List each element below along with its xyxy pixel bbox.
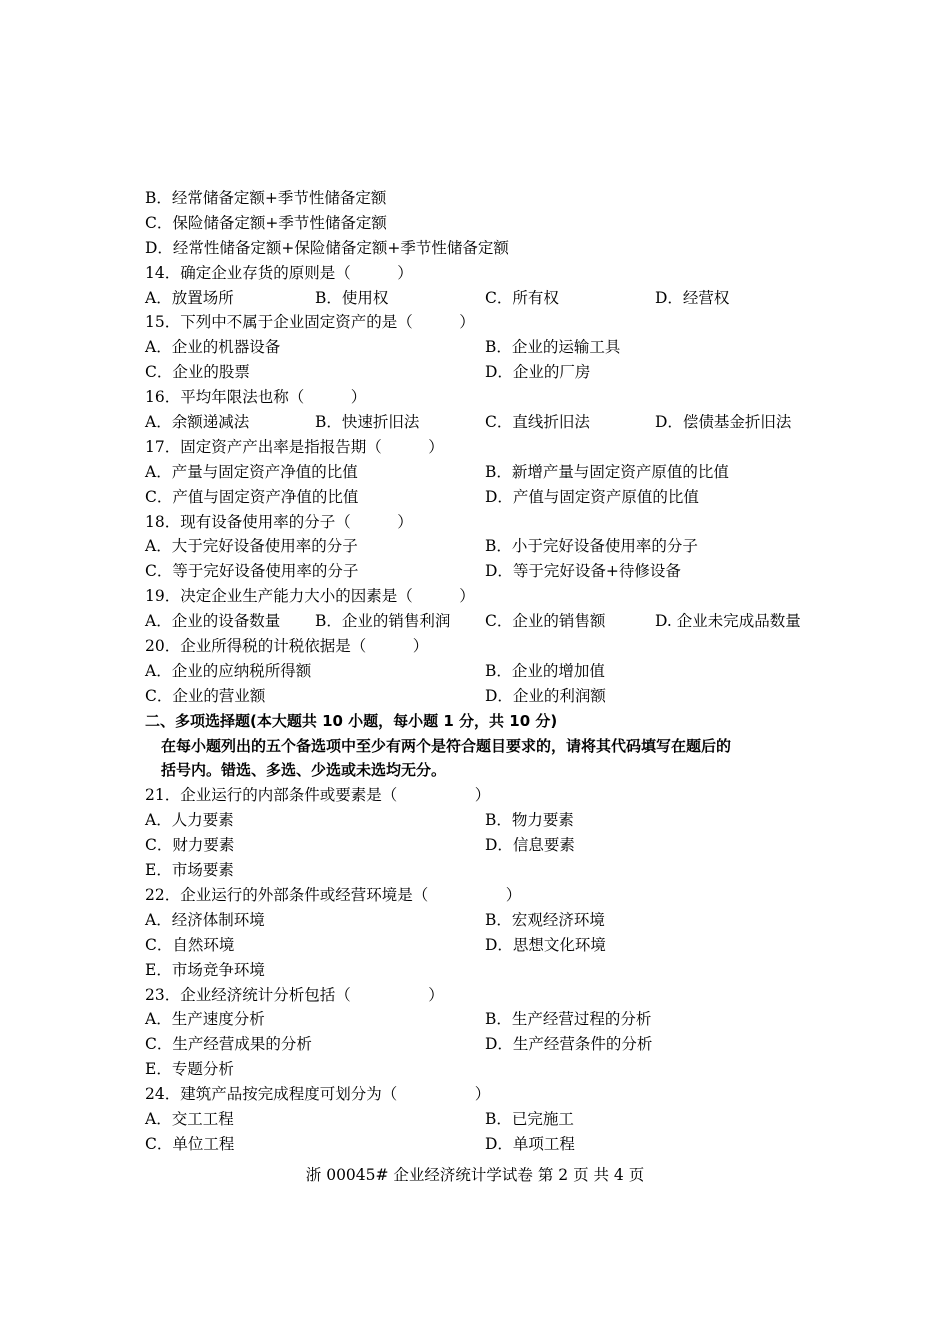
option-item: A．经济体制环境 bbox=[145, 910, 265, 929]
text-line: E．市场竞争环境 bbox=[145, 960, 265, 979]
text-line bbox=[145, 360, 825, 385]
text-line: 19．决定企业生产能力大小的因素是（ ） bbox=[145, 587, 475, 606]
option-item: C．自然环境 bbox=[145, 935, 235, 954]
option-item: A．产量与固定资产净值的比值 bbox=[145, 462, 358, 481]
option-item: B．快速折旧法 bbox=[315, 413, 420, 432]
option-item: C．等于完好设备使用率的分子 bbox=[145, 562, 359, 581]
option-item: B．企业的销售利润 bbox=[315, 612, 451, 631]
text-line bbox=[145, 559, 825, 584]
option-item: B．生产经营过程的分析 bbox=[485, 1010, 652, 1029]
text-line bbox=[145, 933, 825, 958]
option-item: C．企业的股票 bbox=[145, 363, 250, 382]
option-item: D．偿债基金折旧法 bbox=[655, 413, 792, 432]
option-item: D．等于完好设备+待修设备 bbox=[485, 562, 681, 581]
option-item: B．企业的增加值 bbox=[485, 661, 605, 680]
text-line bbox=[145, 659, 825, 684]
text-line: C．保险储备定额+季节性储备定额 bbox=[145, 213, 387, 232]
option-item: D．思想文化环境 bbox=[485, 935, 606, 954]
option-item: B．已完施工 bbox=[485, 1109, 574, 1128]
option-item: A．人力要素 bbox=[145, 811, 234, 830]
text-line bbox=[145, 609, 825, 634]
option-item: C．直线折旧法 bbox=[485, 413, 590, 432]
option-item: A．余额递减法 bbox=[145, 413, 250, 432]
text-line: 22．企业运行的外部条件或经营环境是（ ） bbox=[145, 885, 522, 904]
option-item: D．单项工程 bbox=[485, 1134, 575, 1153]
option-item: B．新增产量与固定资产原值的比值 bbox=[485, 462, 729, 481]
text-line: 16．平均年限法也称（ ） bbox=[145, 388, 367, 407]
option-item: D．企业的厂房 bbox=[485, 363, 591, 382]
option-item: C．生产经营成果的分析 bbox=[145, 1035, 312, 1054]
option-item: D．生产经营条件的分析 bbox=[485, 1035, 653, 1054]
question-list bbox=[145, 186, 825, 1157]
option-item: C．企业的销售额 bbox=[485, 612, 606, 631]
option-item: D．信息要素 bbox=[485, 836, 575, 855]
option-item: B．企业的运输工具 bbox=[485, 338, 621, 357]
text-line bbox=[145, 485, 825, 510]
text-line: 括号内。错选、多选、少选或未选均无分。 bbox=[161, 761, 447, 780]
option-item: B．宏观经济环境 bbox=[485, 910, 605, 929]
option-item: D．产值与固定资产原值的比值 bbox=[485, 487, 699, 506]
text-line bbox=[145, 1132, 825, 1157]
option-item: B．物力要素 bbox=[485, 811, 574, 830]
option-item: D. 企业未完成品数量 bbox=[655, 612, 801, 631]
text-line bbox=[145, 908, 825, 933]
text-line: 18．现有设备使用率的分子（ ） bbox=[145, 512, 413, 531]
text-line bbox=[145, 833, 825, 858]
option-item: A．生产速度分析 bbox=[145, 1010, 265, 1029]
text-line: 15．下列中不属于企业固定资产的是（ ） bbox=[145, 313, 475, 332]
option-item: A．企业的设备数量 bbox=[145, 612, 281, 631]
option-item: D．企业的利润额 bbox=[485, 686, 606, 705]
text-line: 21．企业运行的内部条件或要素是（ ） bbox=[145, 786, 491, 805]
text-line: 20．企业所得税的计税依据是（ ） bbox=[145, 637, 429, 656]
option-item: A．企业的应纳税所得额 bbox=[145, 661, 312, 680]
option-item: B．小于完好设备使用率的分子 bbox=[485, 537, 698, 556]
text-line: B．经常储备定额+季节性储备定额 bbox=[145, 189, 387, 207]
text-line: 14．确定企业存货的原则是（ ） bbox=[145, 263, 413, 282]
page-footer: 浙 00045# 企业经济统计学试卷 第 2 页 共 4 页 bbox=[305, 1166, 645, 1184]
text-line bbox=[145, 808, 825, 833]
text-line: E．市场要素 bbox=[145, 861, 234, 880]
option-item: B．使用权 bbox=[315, 288, 389, 307]
option-item: C．产值与固定资产净值的比值 bbox=[145, 487, 359, 506]
text-line: 23．企业经济统计分析包括（ ） bbox=[145, 985, 444, 1004]
text-line bbox=[145, 534, 825, 559]
text-line bbox=[145, 1107, 825, 1132]
text-line: D．经常性储备定额+保险储备定额+季节性储备定额 bbox=[145, 238, 509, 257]
text-line bbox=[145, 1007, 825, 1032]
option-item: A．交工工程 bbox=[145, 1109, 234, 1128]
text-line bbox=[145, 684, 825, 709]
option-item: C．企业的营业额 bbox=[145, 686, 266, 705]
option-item: A．大于完好设备使用率的分子 bbox=[145, 537, 358, 556]
text-line bbox=[145, 460, 825, 485]
text-line: 24．建筑产品按完成程度可划分为（ ） bbox=[145, 1085, 491, 1104]
text-line: 二、多项选择题(本大题共 10 小题，每小题 1 分，共 10 分) bbox=[145, 711, 558, 730]
text-line: 17．固定资产产出率是指报告期（ ） bbox=[145, 437, 444, 456]
option-item: C．所有权 bbox=[485, 288, 559, 307]
text-line: 在每小题列出的五个备选项中至少有两个是符合题目要求的，请将其代码填写在题后的 bbox=[161, 736, 732, 755]
text-line bbox=[145, 1032, 825, 1057]
option-item: A．企业的机器设备 bbox=[145, 338, 281, 357]
text-line bbox=[145, 410, 825, 435]
option-item: D．经营权 bbox=[655, 288, 730, 307]
option-item: C．财力要素 bbox=[145, 836, 235, 855]
option-item: C．单位工程 bbox=[145, 1134, 235, 1153]
text-line bbox=[145, 335, 825, 360]
option-item: A．放置场所 bbox=[145, 288, 234, 307]
text-line bbox=[145, 286, 825, 311]
text-line: E．专题分析 bbox=[145, 1060, 234, 1079]
